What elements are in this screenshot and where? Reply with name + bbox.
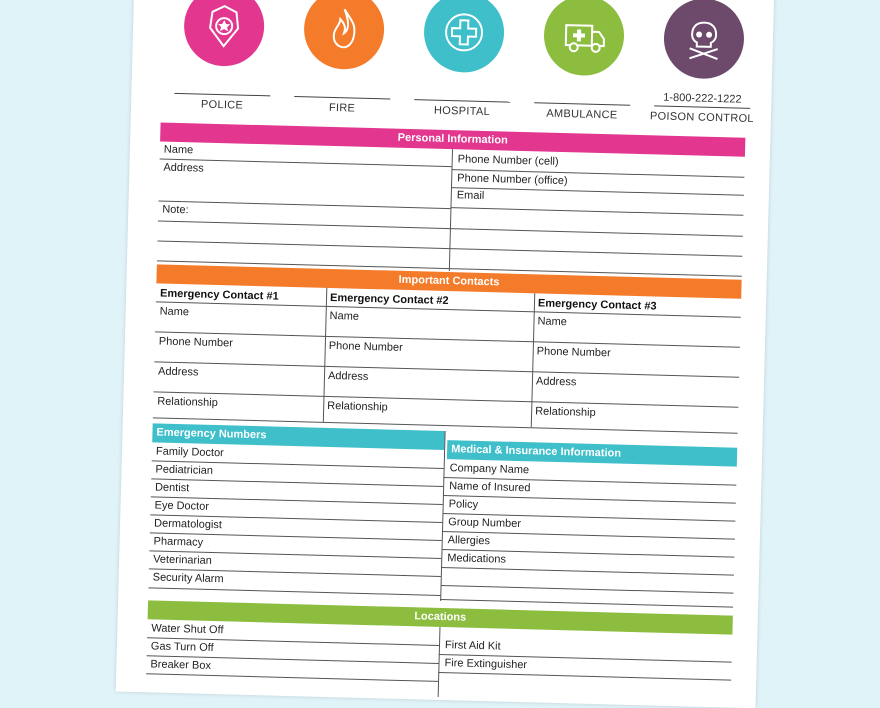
poison-control-column [647, 0, 761, 125]
contact-1-header: Emergency Contact #1 [159, 287, 279, 303]
family-doctor-label: Family Doctor [155, 445, 224, 460]
security-alarm-label: Security Alarm [152, 571, 224, 586]
police-label: POLICE [200, 98, 244, 112]
skull-crossbones-icon [663, 0, 745, 80]
contact-2-phone-label: Phone Number [328, 339, 403, 354]
phone-office-label: Phone Number (office) [457, 172, 568, 188]
emergency-info-sheet [116, 0, 775, 708]
personal-note-label: Note: [162, 203, 189, 217]
ambulance-label: AMBULANCE [546, 107, 618, 122]
contact-2-header: Emergency Contact #2 [329, 291, 449, 308]
contact-1-address-label: Address [157, 365, 199, 379]
breaker-box-label: Breaker Box [150, 658, 212, 672]
fire-extinguisher-label: Fire Extinguisher [444, 657, 528, 672]
medications-label: Medications [447, 552, 507, 566]
personal-address-label: Address [163, 161, 204, 175]
water-shut-off-label: Water Shut Off [151, 622, 224, 637]
eye-doctor-label: Eye Doctor [154, 499, 210, 513]
ambulance-icon [543, 0, 625, 77]
contact-3-name-label: Name [537, 315, 568, 329]
contacts-header: Important Contacts [156, 264, 741, 298]
medical-insurance-header: Medical & Insurance Information [447, 440, 737, 467]
fire-column [287, 0, 401, 116]
name-of-insured-label: Name of Insured [449, 480, 531, 495]
contact-3-relationship-row [531, 401, 739, 433]
hospital-label: HOSPITAL [433, 104, 491, 119]
police-column [167, 0, 281, 113]
fire-icon [303, 0, 385, 70]
contact-1-phone-label: Phone Number [158, 335, 233, 350]
personal-info-header: Personal Information [160, 122, 745, 156]
poison-control-phone: 1-800-222-1222 [663, 91, 742, 106]
contact-3-header: Emergency Contact #3 [537, 297, 657, 313]
company-name-label: Company Name [449, 462, 530, 477]
phone-cell-label: Phone Number (cell) [457, 153, 559, 168]
fire-label: FIRE [328, 101, 356, 115]
pharmacy-label: Pharmacy [153, 535, 204, 549]
contact-2-relationship-row [323, 396, 532, 428]
policy-label: Policy [448, 498, 479, 511]
contact-2-relationship-label: Relationship [327, 399, 388, 414]
medical-cross-icon [423, 0, 505, 73]
first-aid-kit-label: First Aid Kit [444, 639, 501, 653]
veterinarian-label: Veterinarian [152, 553, 213, 567]
contact-3-relationship-label: Relationship [535, 405, 596, 419]
ambulance-column [527, 0, 641, 122]
contact-1-relationship-label: Relationship [157, 395, 218, 410]
contact-3-address-label: Address [535, 375, 577, 389]
personal-name-label: Name [163, 143, 194, 157]
contact-3-phone-label: Phone Number [536, 345, 611, 360]
police-badge-icon [183, 0, 265, 67]
emergency-numbers-header: Emergency Numbers [152, 423, 444, 450]
contact-1-relationship-row [153, 391, 324, 422]
poison-control-label: POISON CONTROL [649, 110, 754, 126]
locations-header: Locations [148, 600, 733, 634]
hospital-column [407, 0, 521, 119]
allergies-label: Allergies [447, 534, 491, 548]
group-number-label: Group Number [448, 516, 522, 531]
email-label: Email [456, 189, 485, 202]
contact-2-name-label: Name [329, 309, 360, 323]
pediatrician-label: Pediatrician [155, 463, 214, 477]
dentist-label: Dentist [154, 481, 190, 495]
gas-turn-off-label: Gas Turn Off [150, 640, 214, 655]
dermatologist-label: Dermatologist [153, 517, 223, 532]
contact-2-address-label: Address [327, 369, 369, 384]
contact-1-name-label: Name [159, 305, 190, 319]
